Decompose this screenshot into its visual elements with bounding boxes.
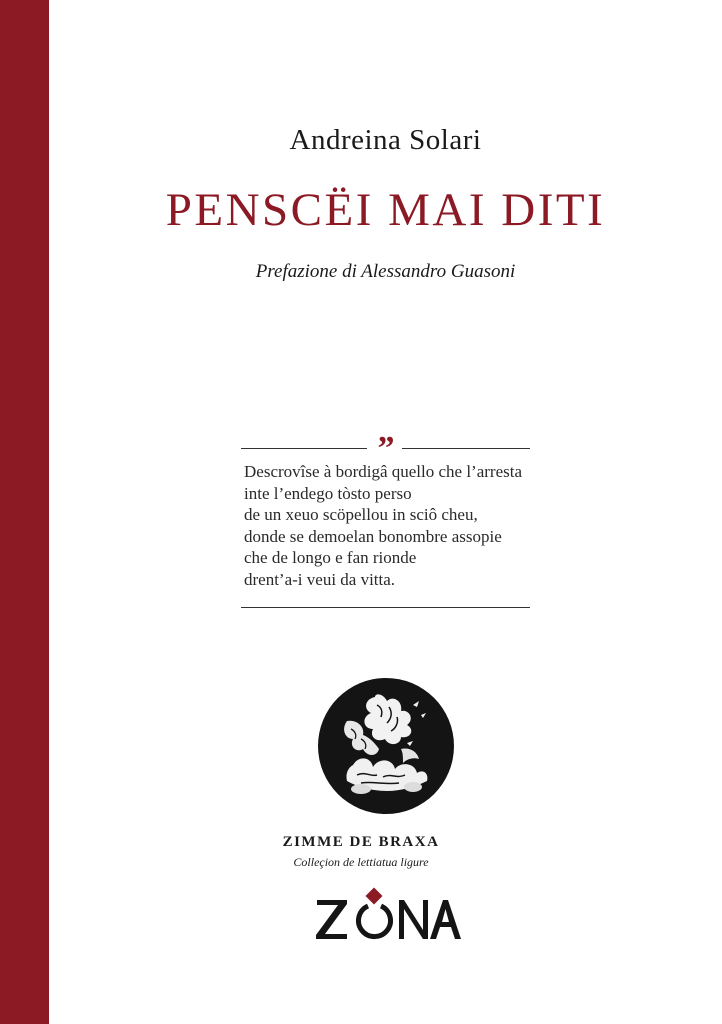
epigraph-verse bbox=[241, 460, 530, 590]
series-name: ZIMME DE BRAXA bbox=[282, 834, 440, 850]
epigraph-bottom-rule bbox=[241, 607, 530, 608]
verse-line: de un xeuo scöpellou in sciô cheu, bbox=[244, 505, 478, 524]
divider-right bbox=[402, 448, 530, 449]
verse-line: donde se demoelan bonombre assopie bbox=[244, 526, 502, 546]
preface-credit: Prefazione di Alessandro Guasoni bbox=[255, 261, 516, 282]
verse-line: Descrovîse à bordigâ quello che l’arresta bbox=[244, 462, 523, 481]
verse-line: che de longo e fan rionde bbox=[244, 548, 417, 567]
author-name: Andreina Solari bbox=[289, 124, 482, 156]
verse-line: inte l’endego tòsto perso bbox=[244, 483, 412, 503]
publisher-logo-icon bbox=[313, 884, 463, 944]
quote-mark-icon: ” bbox=[377, 430, 395, 467]
divider-left bbox=[241, 448, 367, 449]
spine-band bbox=[0, 0, 49, 1024]
verse-line: drent’a-i veui da vitta. bbox=[244, 569, 396, 589]
series-emblem-icon bbox=[317, 677, 455, 815]
book-title: PENSCËI MAI DITI bbox=[165, 184, 606, 236]
series-subtitle: Colleçion de lettiatua ligure bbox=[293, 855, 429, 869]
epigraph-top-rule bbox=[241, 430, 530, 467]
epigraph-block bbox=[241, 430, 530, 608]
